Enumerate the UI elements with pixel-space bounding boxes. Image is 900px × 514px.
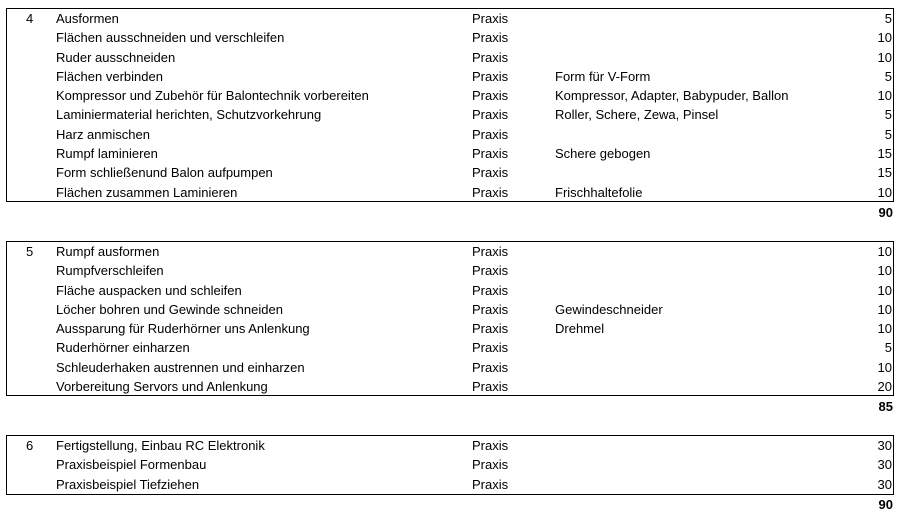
task-cell: Ruderhörner einharzen [56,340,190,356]
table-row [7,242,893,261]
type-cell: Praxis [472,165,509,181]
type-cell: Praxis [472,340,509,356]
tools-cell: Form für V-Form [555,68,651,84]
type-cell: Praxis [472,301,509,317]
table-row [7,86,893,105]
value-cell: 10 [877,263,892,279]
value-cell: 10 [877,282,892,298]
type-cell: Praxis [472,476,509,492]
task-cell: Löcher bohren und Gewinde schneiden [56,301,283,317]
task-cell: Kompressor und Zubehör für Balontechnik vorbereiten [56,88,369,104]
value-cell: 30 [877,457,892,473]
section-number: 4 [26,11,34,26]
table-row [7,319,893,338]
type-cell: Praxis [472,282,509,298]
table-row [7,144,893,163]
table-row [7,183,893,202]
tools-cell: Drehmel [555,321,605,337]
value-cell: 5 [884,68,892,84]
tools-cell: Gewindeschneider [555,301,663,317]
type-cell: Praxis [472,68,509,84]
type-cell: Praxis [472,263,509,279]
table-row [7,125,893,144]
task-cell: Ruder ausschneiden [56,49,176,65]
task-cell: Rumpf laminieren [56,146,158,162]
task-cell: Ausformen [56,11,119,26]
value-cell: 5 [884,340,892,356]
value-cell: 10 [877,30,892,46]
value-cell: 30 [877,476,892,492]
type-cell: Praxis [472,30,509,46]
table-row [7,338,893,357]
tools-cell: Roller, Schere, Zewa, Pinsel [555,107,719,123]
value-cell: 10 [877,301,892,317]
value-cell: 30 [877,438,892,453]
section-number: 5 [26,244,34,259]
section-5-table [6,241,894,396]
table-row [7,300,893,319]
tools-cell: Kompressor, Adapter, Babypuder, Ballon [555,88,789,104]
table-row [7,358,893,377]
type-cell: Praxis [472,126,509,142]
value-cell: 20 [877,379,892,395]
value-cell: 15 [877,165,892,181]
table-row [7,163,893,182]
type-cell: Praxis [472,184,509,200]
value-cell: 10 [877,359,892,375]
task-cell: Aussparung für Ruderhörner uns Anlenkung [56,321,310,337]
table-row [7,48,893,67]
type-cell: Praxis [472,379,509,395]
task-cell: Harz anmischen [56,126,150,142]
type-cell: Praxis [472,11,509,26]
table-row [7,436,893,455]
type-cell: Praxis [472,88,509,104]
task-cell: Form schließenund Balon aufpumpen [56,165,273,181]
section-5-total: 85 [878,399,893,414]
task-cell: Vorbereitung Servors und Anlenkung [56,379,268,395]
task-cell: Flächen verbinden [56,68,163,84]
value-cell: 5 [884,126,892,142]
task-cell: Flächen zusammen Laminieren [56,184,238,200]
task-cell: Flächen ausschneiden und verschleifen [56,30,285,46]
value-cell: 10 [877,321,892,337]
value-cell: 10 [877,244,892,259]
task-cell: Praxisbeispiel Tiefziehen [56,476,200,492]
value-cell: 5 [884,11,892,26]
type-cell: Praxis [472,457,509,473]
section-6-total: 90 [878,497,893,512]
type-cell: Praxis [472,438,509,453]
task-cell: Rumpfverschleifen [56,263,164,279]
table-row [7,281,893,300]
value-cell: 5 [884,107,892,123]
table-row [7,455,893,474]
task-cell: Rumpf ausformen [56,244,160,259]
value-cell: 10 [877,88,892,104]
table-row [7,28,893,47]
value-cell: 10 [877,49,892,65]
type-cell: Praxis [472,107,509,123]
table-row [7,261,893,280]
section-4-total: 90 [878,205,893,220]
task-cell: Fläche auspacken und schleifen [56,282,242,298]
type-cell: Praxis [472,359,509,375]
table-row [7,105,893,124]
task-cell: Fertigstellung, Einbau RC Elektronik [56,438,265,453]
table-row [7,377,893,396]
table-row [7,9,893,28]
type-cell: Praxis [472,49,509,65]
value-cell: 15 [877,146,892,162]
table-row [7,475,893,494]
type-cell: Praxis [472,146,509,162]
section-4-table [6,8,894,202]
tools-cell: Frischhaltefolie [555,184,643,200]
value-cell: 10 [877,184,892,200]
task-cell: Laminiermaterial herichten, Schutzvorkehrung [56,107,322,123]
task-cell: Praxisbeispiel Formenbau [56,457,207,473]
type-cell: Praxis [472,244,509,259]
table-row [7,67,893,86]
section-number: 6 [26,438,34,453]
type-cell: Praxis [472,321,509,337]
task-cell: Schleuderhaken austrennen und einharzen [56,359,305,375]
section-6-table [6,435,894,495]
tools-cell: Schere gebogen [555,146,651,162]
